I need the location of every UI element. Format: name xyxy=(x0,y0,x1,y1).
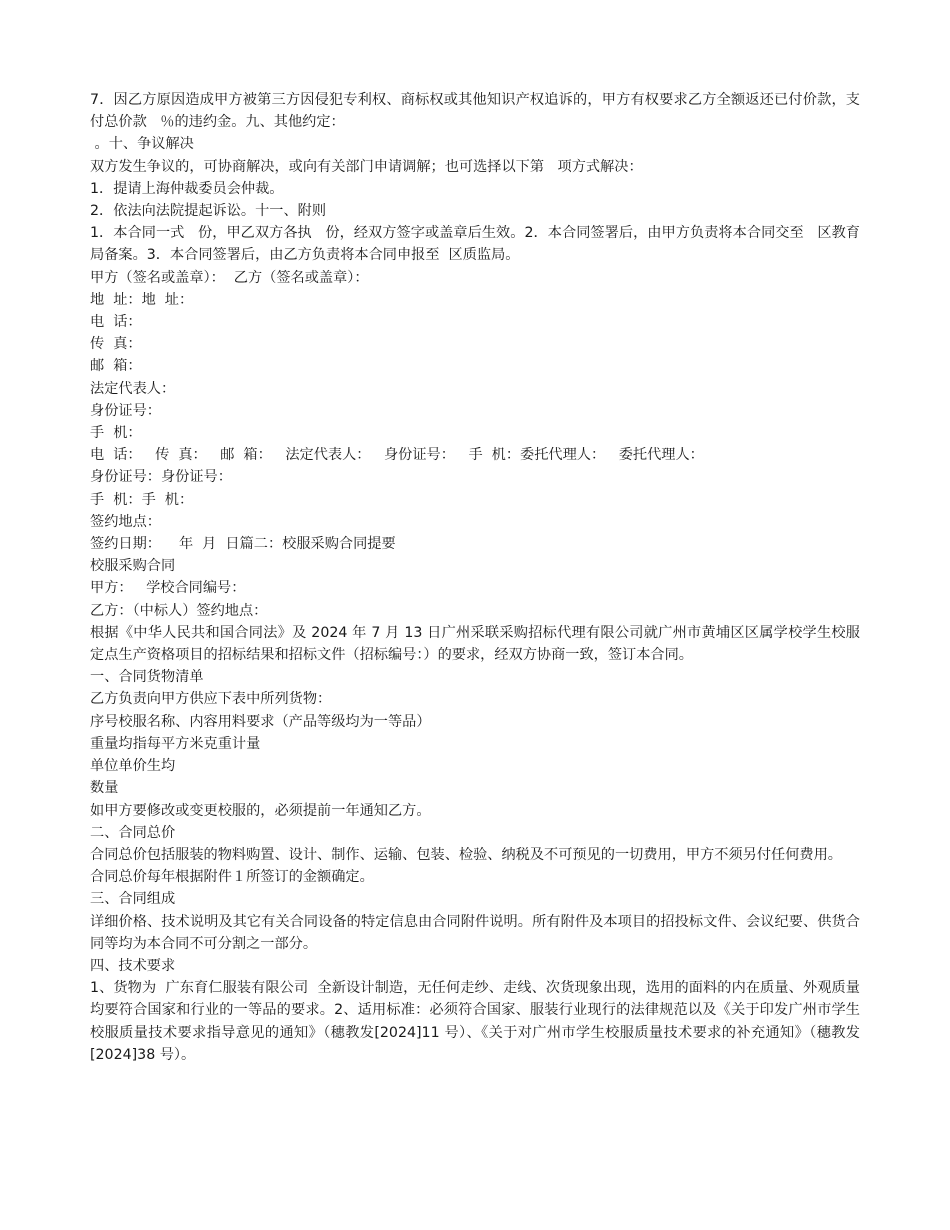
paragraph: 签约地点： xyxy=(90,513,161,530)
paragraph: 。十、争议解决 xyxy=(90,136,194,153)
paragraph: 合同总价包括服装的物料购置、设计、制作、运输、包装、检验、纳税及不可预见的一切费用，甲方不须另付任何费用。 xyxy=(90,846,842,863)
paragraph: 甲方（签名或盖章）： 乙方（签名或盖章）： xyxy=(90,269,369,286)
paragraph: 详细价格、技术说明及其它有关合同设备的特定信息由合同附件说明。所有附件及本项目的招投标文件、会议纪要、供货合同等均为本合同不可分割之一部分。 xyxy=(90,913,860,952)
paragraph: 电 话： xyxy=(90,314,142,331)
paragraph: 数量 xyxy=(90,780,119,797)
paragraph: 重量均指每平方米克重计量 xyxy=(90,735,261,752)
paragraph: 手 机： xyxy=(90,425,142,442)
paragraph: 地 址：地 址： xyxy=(90,291,194,308)
paragraph: 身份证号：身份证号： xyxy=(90,469,232,486)
paragraph: 单位单价生均 xyxy=(90,758,176,775)
paragraph: 双方发生争议的，可协商解决，或向有关部门申请调解；也可选择以下第 项方式解决： xyxy=(90,158,643,175)
paragraph: 传 真： xyxy=(90,336,142,353)
paragraph: 2．依法向法院提起诉讼。十一、附则 xyxy=(90,203,327,220)
paragraph: 身份证号： xyxy=(90,402,161,419)
paragraph: 三、合同组成 xyxy=(90,891,176,908)
paragraph: 手 机：手 机： xyxy=(90,491,194,508)
paragraph: 二、合同总价 xyxy=(90,824,176,841)
paragraph: 1．本合同一式 份，甲乙双方各执 份，经双方签字或盖章后生效。2．本合同签署后，由甲方负责将本合同交至 区教育局备案。3．本合同签署后，由乙方负责将本合同申报至 区质监局。 xyxy=(90,225,860,264)
paragraph: 根据《中华人民共和国合同法》及 2024 年 7 月 13 日广州采联采购招标代理有限公司就广州市黄埔区区属学校学生校服定点生产资格项目的招标结果和招标文件（招标编号：）的要求，经双方协商一致，签订本合同。 xyxy=(90,624,860,664)
paragraph: 电 话： 传 真： 邮 箱： 法定代表人： 身份证号： 手 机：委托代理人： 委托代理人： xyxy=(90,447,704,464)
paragraph: 如甲方要修改或变更校服的，必须提前一年通知乙方。 xyxy=(90,802,431,819)
paragraph: 一、合同货物清单 xyxy=(90,669,204,686)
paragraph: 甲方： 学校合同编号： xyxy=(90,580,246,597)
document-body xyxy=(90,89,860,1066)
paragraph: 1、货物为 广东育仁服装有限公司 全新设计制造，无任何走纱、走线、次货现象出现，选用的面料的内在质量、外观质量均要符合国家和行业的一等品的要求。2、适用标准：必须符合国家、服装行业现行的法律规范以及《关于印发广州市学生校服质量技术要求指导意见的通知》（穗教发[2024]11 号）、《关于对广州市学生校服质量技术要求的补充通知》（穗教发[2024]38 号）。 xyxy=(90,980,860,1063)
paragraph: 1．提请上海仲裁委员会仲裁。 xyxy=(90,180,284,197)
paragraph: 乙方负责向甲方供应下表中所列货物： xyxy=(90,691,332,708)
paragraph: 合同总价每年根据附件１所签订的金额确定。 xyxy=(90,869,374,886)
paragraph: 校服采购合同 xyxy=(90,558,176,575)
paragraph: 邮 箱： xyxy=(90,358,142,375)
paragraph: 序号校服名称、内容用料要求（产品等级均为一等品） xyxy=(90,713,431,730)
paragraph: 四、技术要求 xyxy=(90,957,176,974)
paragraph: 乙方：（中标人）签约地点： xyxy=(90,602,268,619)
paragraph: 7．因乙方原因造成甲方被第三方因侵犯专利权、商标权或其他知识产权追诉的，甲方有权要求乙方全额返还已付价款，支付总价款 ％的违约金。九、其他约定： xyxy=(90,92,860,131)
paragraph: 签约日期： 年 月 日篇二：校服采购合同提要 xyxy=(90,536,396,553)
paragraph: 法定代表人： xyxy=(90,380,176,397)
